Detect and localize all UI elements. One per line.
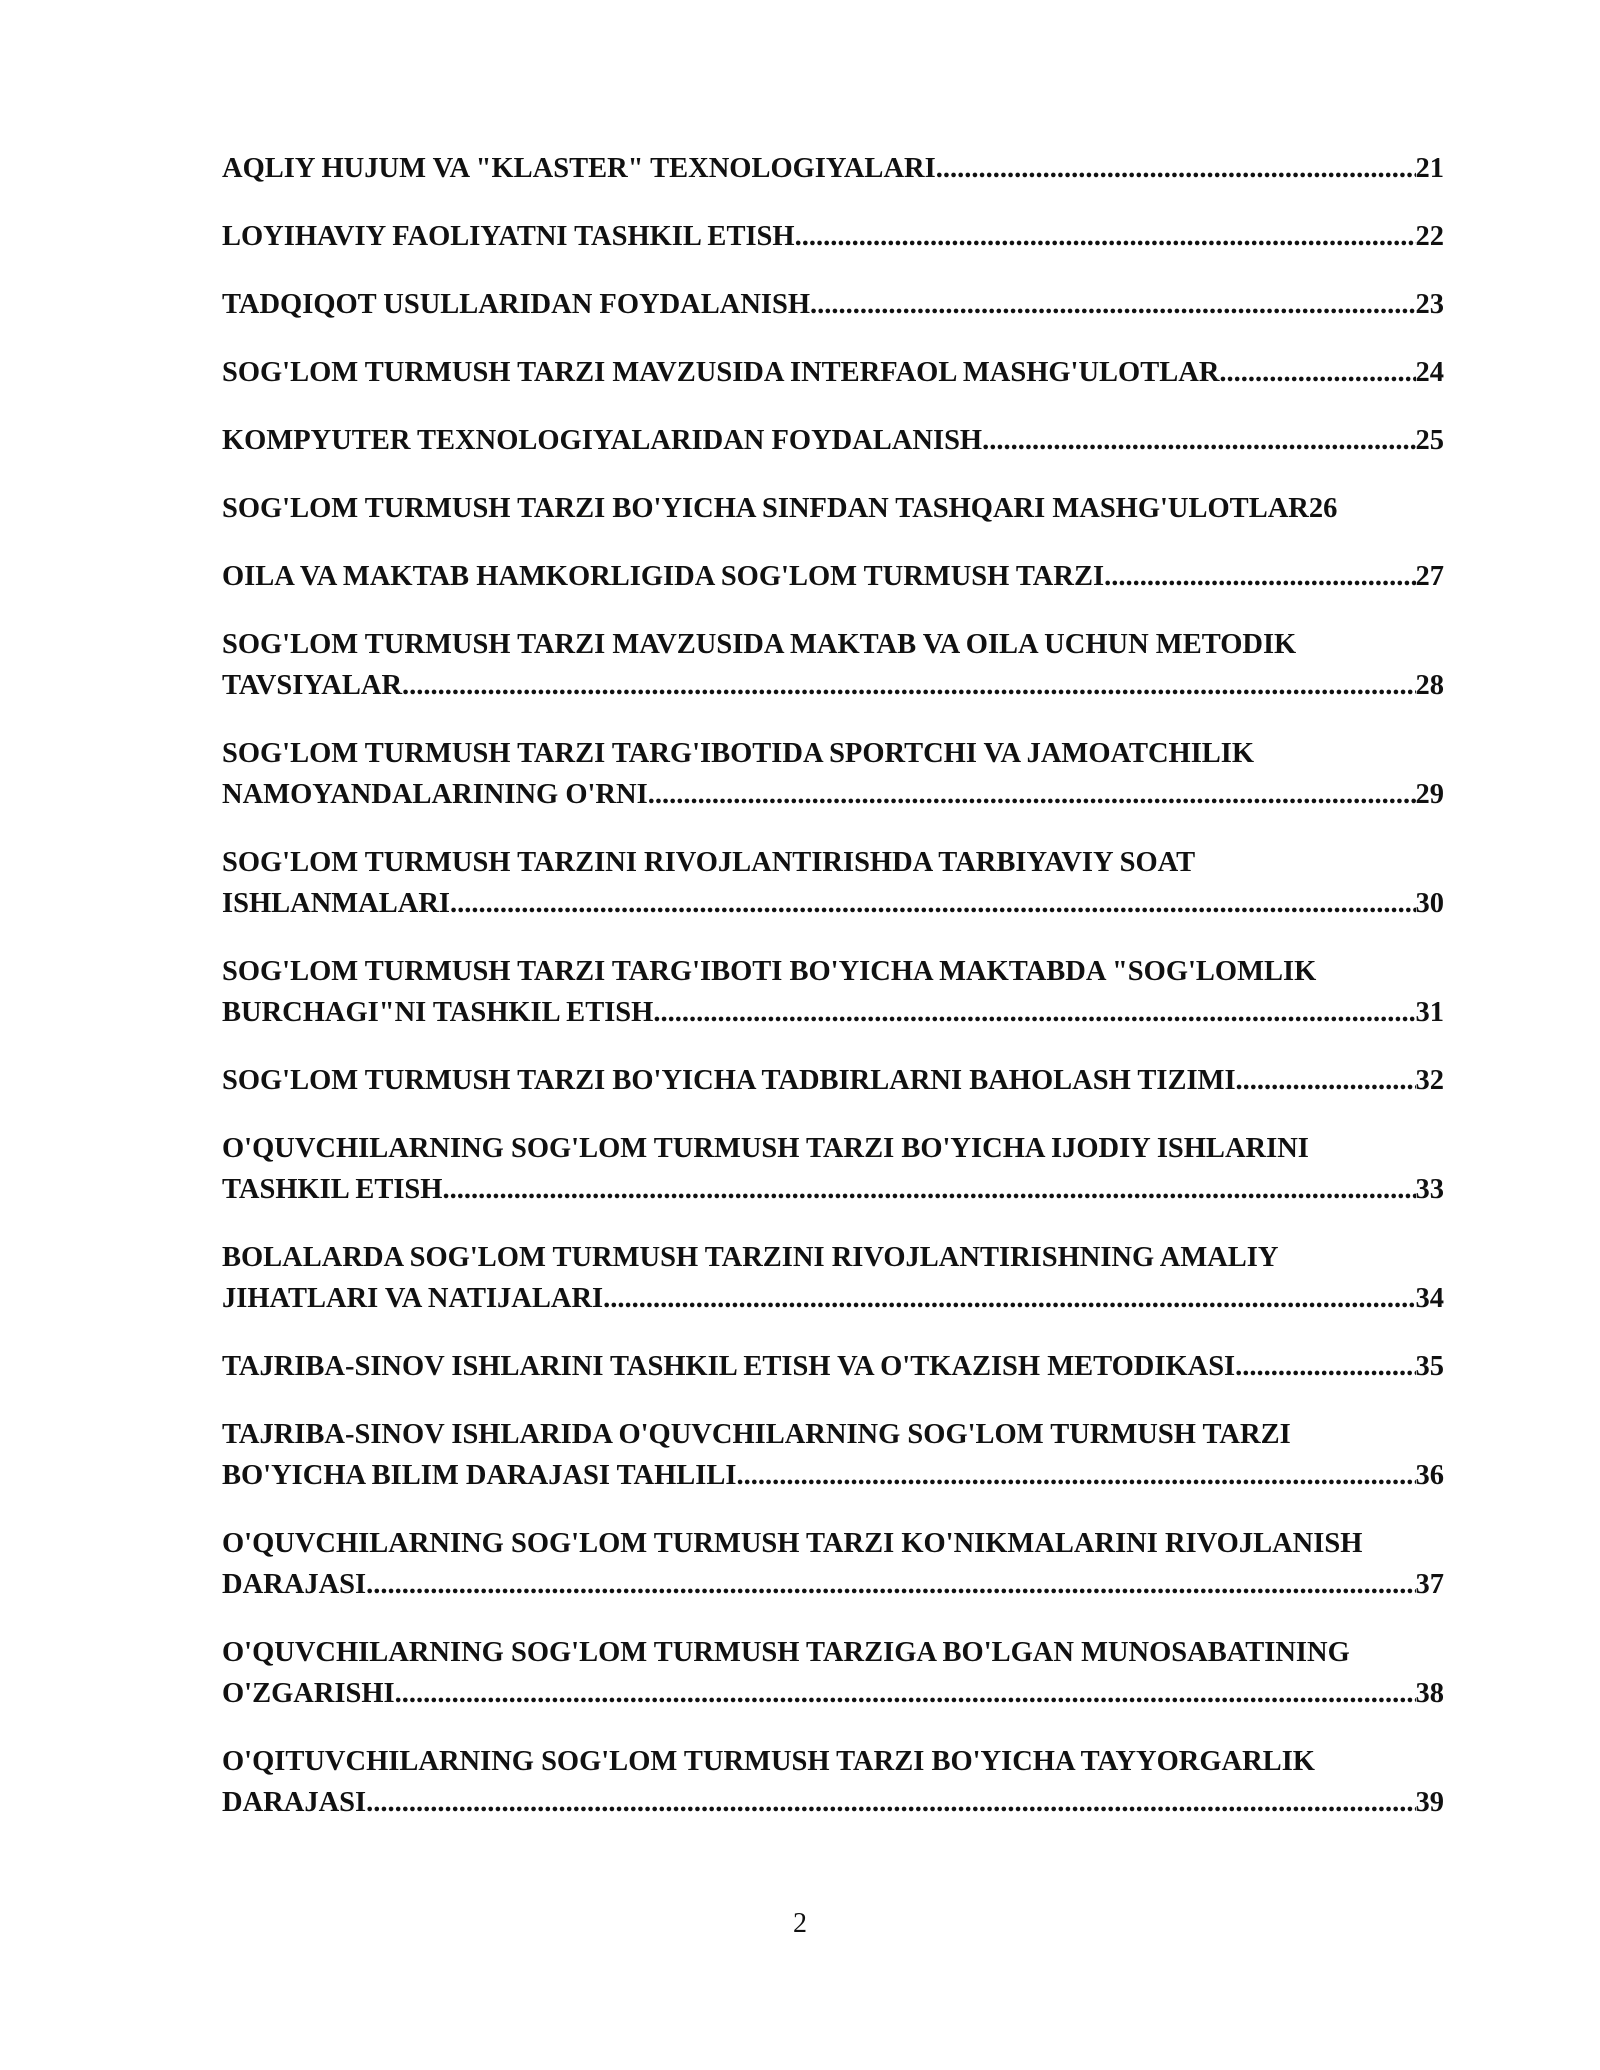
toc-entry-last-line bbox=[222, 883, 1444, 924]
dot-leader bbox=[395, 1673, 1416, 1714]
table-of-contents bbox=[222, 148, 1444, 1850]
toc-entry-last-line bbox=[222, 1346, 1444, 1387]
toc-entry-title: TADQIQOT USULLARIDAN FOYDALANISH bbox=[222, 289, 811, 320]
toc-entry[interactable] bbox=[222, 1741, 1444, 1823]
toc-entry-last-line bbox=[222, 148, 1444, 189]
dot-leader bbox=[603, 1278, 1415, 1319]
dot-leader bbox=[1236, 1060, 1416, 1101]
toc-entry-last-line bbox=[222, 1169, 1444, 1210]
toc-entry[interactable] bbox=[222, 1414, 1444, 1496]
toc-entry-title-line: O'QUVCHILARNING SOG'LOM TURMUSH TARZI BO'YICHA IJODIY ISHLARINI bbox=[222, 1133, 1309, 1164]
toc-entry[interactable] bbox=[222, 352, 1444, 393]
toc-entry-last-line bbox=[222, 284, 1444, 325]
toc-entry-title: LOYIHAVIY FAOLIYATNI TASHKIL ETISH bbox=[222, 221, 795, 252]
toc-entry-title: SOG'LOM TURMUSH TARZI BO'YICHA SINFDAN TASHQARI MASHG'ULOTLAR bbox=[222, 493, 1309, 524]
toc-entry-page-number: 39 bbox=[1415, 1787, 1444, 1818]
dot-leader bbox=[442, 1169, 1415, 1210]
toc-entry-last-line bbox=[222, 774, 1444, 815]
toc-entry-last-line bbox=[222, 1564, 1444, 1605]
dot-leader bbox=[795, 216, 1416, 257]
toc-entry-last-line bbox=[222, 992, 1444, 1033]
toc-entry-title-line: BOLALARDA SOG'LOM TURMUSH TARZINI RIVOJLANTIRISHNING AMALIY bbox=[222, 1242, 1279, 1273]
toc-entry-page-number: 36 bbox=[1415, 1460, 1444, 1491]
toc-entry-page-number: 27 bbox=[1415, 561, 1444, 592]
dot-leader bbox=[402, 665, 1415, 706]
toc-entry-title-line: SOG'LOM TURMUSH TARZI MAVZUSIDA MAKTAB VA OILA UCHUN METODIK bbox=[222, 629, 1297, 660]
toc-entry-title-line: TAJRIBA-SINOV ISHLARIDA O'QUVCHILARNING SOG'LOM TURMUSH TARZI bbox=[222, 1419, 1291, 1450]
toc-entry[interactable] bbox=[222, 951, 1444, 1033]
toc-entry-title: OILA VA MAKTAB HAMKORLIGIDA SOG'LOM TURMUSH TARZI bbox=[222, 561, 1105, 592]
dot-leader bbox=[1235, 1346, 1415, 1387]
toc-entry[interactable] bbox=[222, 1237, 1444, 1319]
toc-entry-title: AQLIY HUJUM VA "KLASTER" TEXNOLOGIYALARI bbox=[222, 153, 936, 184]
dot-leader bbox=[1104, 556, 1415, 597]
toc-entry-last-line bbox=[222, 1060, 1444, 1101]
toc-entry-page-number: 29 bbox=[1415, 779, 1444, 810]
toc-entry-page-number: 33 bbox=[1415, 1174, 1444, 1205]
toc-entry-page-number: 34 bbox=[1415, 1283, 1444, 1314]
toc-entry-title-line: O'QITUVCHILARNING SOG'LOM TURMUSH TARZI BO'YICHA TAYYORGARLIK bbox=[222, 1746, 1315, 1777]
toc-entry-title: KOMPYUTER TEXNOLOGIYALARIDAN FOYDALANISH bbox=[222, 425, 983, 456]
page-number: 2 bbox=[793, 1908, 807, 1939]
toc-entry-last-line bbox=[222, 665, 1444, 706]
toc-entry[interactable] bbox=[222, 733, 1444, 815]
toc-entry-title-line: SOG'LOM TURMUSH TARZI TARG'IBOTI BO'YICHA MAKTABDA "SOG'LOMLIK bbox=[222, 956, 1317, 987]
toc-entry-last-line bbox=[222, 488, 1444, 529]
dot-leader bbox=[936, 148, 1416, 189]
toc-entry-page-number: 22 bbox=[1415, 221, 1444, 252]
toc-entry-page-number: 31 bbox=[1415, 997, 1444, 1028]
dot-leader bbox=[366, 1564, 1415, 1605]
toc-entry[interactable] bbox=[222, 1632, 1444, 1714]
dot-leader bbox=[653, 992, 1415, 1033]
toc-entry[interactable] bbox=[222, 842, 1444, 924]
toc-entry[interactable] bbox=[222, 1128, 1444, 1210]
dot-leader bbox=[810, 284, 1415, 325]
toc-entry-page-number: 26 bbox=[1308, 493, 1338, 524]
dot-leader bbox=[1219, 352, 1415, 393]
toc-entry-title-line: O'QUVCHILARNING SOG'LOM TURMUSH TARZI KO'NIKMALARINI RIVOJLANISH bbox=[222, 1528, 1363, 1559]
toc-entry-page-number: 21 bbox=[1415, 153, 1444, 184]
toc-entry-title: NAMOYANDALARINING O'RNI bbox=[222, 779, 648, 810]
toc-entry-title: ISHLANMALARI bbox=[222, 888, 451, 919]
toc-entry-title-line: SOG'LOM TURMUSH TARZI TARG'IBOTIDA SPORTCHI VA JAMOATCHILIK bbox=[222, 738, 1255, 769]
toc-entry-title: JIHATLARI VA NATIJALARI bbox=[222, 1283, 604, 1314]
toc-entry-title: DARAJASI bbox=[222, 1787, 367, 1818]
toc-entry[interactable] bbox=[222, 284, 1444, 325]
toc-entry-page-number: 28 bbox=[1415, 670, 1444, 701]
toc-entry[interactable] bbox=[222, 1523, 1444, 1605]
toc-entry-page-number: 32 bbox=[1415, 1065, 1444, 1096]
toc-entry-page-number: 30 bbox=[1415, 888, 1444, 919]
toc-entry-last-line bbox=[222, 1455, 1444, 1496]
toc-entry-page-number: 25 bbox=[1415, 425, 1444, 456]
dot-leader bbox=[366, 1782, 1415, 1823]
toc-entry-last-line bbox=[222, 352, 1444, 393]
toc-entry-title: TAJRIBA-SINOV ISHLARINI TASHKIL ETISH VA O'TKAZISH METODIKASI bbox=[222, 1351, 1236, 1382]
toc-entry-page-number: 38 bbox=[1415, 1678, 1444, 1709]
toc-entry-title: SOG'LOM TURMUSH TARZI BO'YICHA TADBIRLARNI BAHOLASH TIZIMI bbox=[222, 1065, 1236, 1096]
toc-entry[interactable] bbox=[222, 1060, 1444, 1101]
toc-entry-page-number: 24 bbox=[1415, 357, 1444, 388]
toc-entry-page-number: 23 bbox=[1415, 289, 1444, 320]
toc-entry-title-line: SOG'LOM TURMUSH TARZINI RIVOJLANTIRISHDA TARBIYAVIY SOAT bbox=[222, 847, 1196, 878]
toc-entry-last-line bbox=[222, 420, 1444, 461]
toc-entry[interactable] bbox=[222, 1346, 1444, 1387]
toc-entry-title: TASHKIL ETISH bbox=[222, 1174, 443, 1205]
toc-entry-last-line bbox=[222, 1673, 1444, 1714]
toc-entry-title: TAVSIYALAR bbox=[222, 670, 403, 701]
toc-entry[interactable] bbox=[222, 148, 1444, 189]
toc-entry-last-line bbox=[222, 1782, 1444, 1823]
toc-entry-title-line: O'QUVCHILARNING SOG'LOM TURMUSH TARZIGA BO'LGAN MUNOSABATINING bbox=[222, 1637, 1350, 1668]
toc-entry[interactable] bbox=[222, 624, 1444, 706]
toc-entry-last-line bbox=[222, 556, 1444, 597]
toc-entry-last-line bbox=[222, 1278, 1444, 1319]
toc-entry[interactable] bbox=[222, 216, 1444, 257]
toc-entry[interactable] bbox=[222, 488, 1444, 529]
dot-leader bbox=[450, 883, 1415, 924]
toc-entry[interactable] bbox=[222, 420, 1444, 461]
toc-entry-last-line bbox=[222, 216, 1444, 257]
dot-leader bbox=[982, 420, 1415, 461]
toc-entry-page-number: 35 bbox=[1415, 1351, 1444, 1382]
toc-entry-page-number: 37 bbox=[1415, 1569, 1444, 1600]
toc-entry-title: DARAJASI bbox=[222, 1569, 367, 1600]
toc-entry-title: O'ZGARISHI bbox=[222, 1678, 395, 1709]
dot-leader bbox=[736, 1455, 1415, 1496]
toc-entry[interactable] bbox=[222, 556, 1444, 597]
toc-entry-title: BURCHAGI"NI TASHKIL ETISH bbox=[222, 997, 654, 1028]
toc-entry-title: BO'YICHA BILIM DARAJASI TAHLILI bbox=[222, 1460, 737, 1491]
dot-leader bbox=[648, 774, 1416, 815]
toc-entry-title: SOG'LOM TURMUSH TARZI MAVZUSIDA INTERFAOL MASHG'ULOTLAR bbox=[222, 357, 1220, 388]
